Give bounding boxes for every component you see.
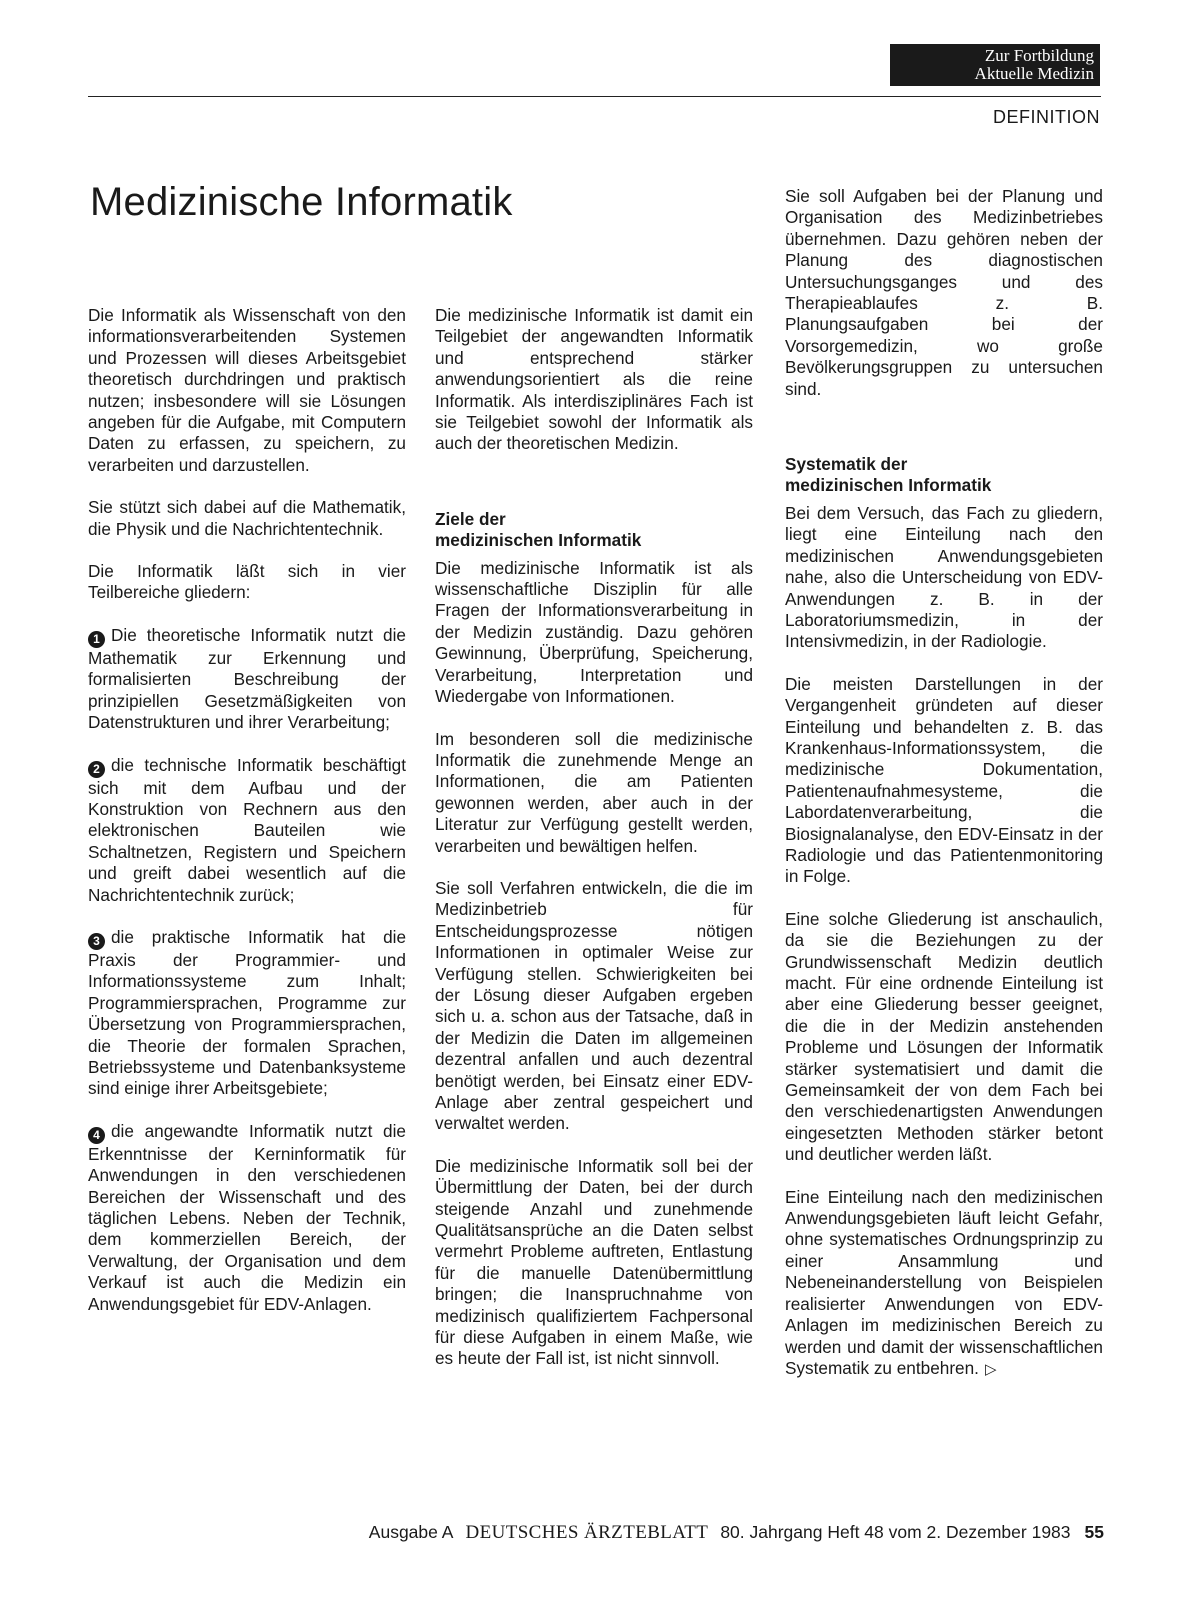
paragraph: Im besonderen soll die medizinische Informatik die zunehmende Menge an Informationen, die am Patienten gewonnen werden, aber auch in der Literatur zur Verfügung gestellt werden, verarbeiten und bewältigen helfen.: [435, 728, 753, 856]
paragraph: Die Informatik als Wissenschaft von den informationsverarbeitenden Systemen und Prozessen will dieses Arbeitsgebiet theoretisch durchdringen und praktisch nutzen; insbesondere will sie Lösungen angeben für die Aufgabe, mit Computern Daten zu erfassen, zu speichern, zu verarbeiten und darzustellen.: [88, 305, 406, 475]
number-1-icon: 1: [88, 631, 105, 648]
paragraph: Sie soll Aufgaben bei der Planung und Organisation des Medizinbetriebes übernehmen. Dazu gehören neben der Planung des diagnostischen Untersuchungsganges und des Therapieablaufes z. B. Planungsaufgaben bei der Vorsorgemedizin, wo große Bevölkerungsgruppen zu untersuchen sind.: [785, 186, 1103, 399]
column-2: [435, 305, 753, 1370]
number-2-icon: 2: [88, 761, 105, 778]
page-number: 55: [1084, 1522, 1104, 1542]
paragraph: Sie stützt sich dabei auf die Mathematik, die Physik und die Nachrichtentechnik.: [88, 497, 406, 539]
section-heading: [785, 454, 1103, 497]
section-heading-line2: medizinischen Informatik: [785, 475, 992, 496]
list-item-text: die angewandte Informatik nutzt die Erkenntnisse der Kerninformatik für Anwendungen in den verschiedenen Bereichen der Wissenschaft und des täglichen Lebens. Neben der Technik, dem kommerziellen Bereich, der Verwaltung, der Organisation und dem Verkauf ist auch die Medizin ein Anwendungsgebiet für EDV-Anlagen.: [88, 1120, 406, 1314]
list-item-text: die praktische Informatik hat die Praxis der Programmier- und Informationssysteme zum Inhalt; Programmiersprachen, Programme zur Übersetzung von Programmiersprachen, die Theorie der formalen Sprachen, Betriebssysteme und Datenbanksysteme sind einige ihrer Arbeitsgebiete;: [88, 926, 406, 1099]
paragraph: Die medizinische Informatik ist als wissenschaftliche Disziplin für alle Fragen der Informationsverarbeitung in der Medizin zuständig. Dazu gehören Gewinnung, Überprüfung, Speicherung, Verarbeitung, Interpretation und Wiedergabe von Informationen.: [435, 557, 753, 707]
section-heading: [435, 509, 753, 552]
list-item: [88, 927, 406, 1100]
section-heading-line1: Systematik der: [785, 454, 908, 475]
column-3: [785, 186, 1103, 1380]
column-1: [88, 305, 406, 1315]
section-heading-line1: Ziele der: [435, 508, 506, 529]
section-tag-line1: Zur Fortbildung: [984, 46, 1094, 65]
paragraph: Bei dem Versuch, das Fach zu gliedern, liegt eine Einteilung nach den medizinischen Anwendungsgebieten nahe, also die Unterscheidung von EDV-Anwendungen z. B. in der Laboratoriumsmedizin, in der Intensivmedizin, in der Radiologie.: [785, 502, 1103, 652]
number-3-icon: 3: [88, 933, 105, 950]
list-item-text: die technische Informatik beschäftigt sich mit dem Aufbau und der Konstruktion von Rechnern aus den elektronischen Bauteilen wie Schaltnetzen, Registern und Speichern und greift dabei wesentlich auf die Nachrichtentechnik zurück;: [88, 754, 406, 905]
page-footer: [0, 1522, 1104, 1544]
footer-journal: DEUTSCHES ÄRZTEBLATT: [465, 1522, 709, 1543]
section-tag-line2: Aktuelle Medizin: [974, 64, 1094, 83]
paragraph: Die medizinische Informatik soll bei der Übermittlung der Daten, bei der durch steigende Anzahl und zunehmende Qualitätsansprüche an die Daten selbst vermehrt Probleme auftreten, Entlastung für die manuelle Datenübermittlung bringen; die Inanspruchnahme von medizinisch qualifiziertem Fachpersonal für diese Aufgaben in einem Maße, wie es heute der Fall ist, ist nicht sinnvoll.: [435, 1155, 753, 1369]
list-item: [88, 755, 406, 906]
number-4-icon: 4: [88, 1127, 105, 1144]
paragraph-text: Eine Einteilung nach den medizinischen Anwendungsgebieten läuft leicht Gefahr, ohne systematisches Ordnungsprinzip zu einer Ansammlung und Nebeneinanderstellung von Beispielen realisierter Anwendungen von EDV-Anlagen im medizinischen Bereich zu werden und damit der wissenschaftlichen Systematik zu entbehren.: [785, 1186, 1103, 1378]
continue-arrow-icon: ▷: [984, 1360, 997, 1378]
section-tag: [890, 44, 1100, 86]
section-heading-line2: medizinischen Informatik: [435, 530, 642, 551]
paragraph: Die Informatik läßt sich in vier Teilbereiche gliedern:: [88, 561, 406, 603]
paragraph: Die meisten Darstellungen in der Vergangenheit gründeten auf dieser Einteilung und behandelten z. B. das Krankenhaus-Informationssystem, die medizinische Dokumentation, Patientenaufnahmesysteme, die Labordatenverarbeitung, die Biosignalanalyse, den EDV-Einsatz in der Radiologie und das Patientenmonitoring in Folge.: [785, 673, 1103, 887]
footer-edition: Ausgabe A: [368, 1522, 454, 1542]
paragraph: [785, 1187, 1103, 1381]
section-label: DEFINITION: [993, 107, 1100, 127]
list-item: [88, 625, 406, 734]
header-rule: [88, 96, 1101, 97]
paragraph: Sie soll Verfahren entwickeln, die die im Medizinbetrieb für Entscheidungsprozesse nötigen Informationen in optimaler Weise zur Verfügung stellen. Schwierigkeiten bei der Lösung dieser Aufgaben ergeben sich u. a. schon aus der Tatsache, daß in der Medizin die Daten im allgemeinen dezentral anfallen und auch dezentral benötigt werden, bei Einsatz einer EDV-Anlage aber zentral gespeichert und verwaltet werden.: [435, 877, 753, 1134]
article-title: Medizinische Informatik: [90, 180, 513, 224]
paragraph: Eine solche Gliederung ist anschaulich, da sie die Beziehungen zu der Grundwissenschaft Medizin deutlich macht. Für eine ordnende Einteilung ist aber eine Gliederung besser geeignet, die die in der Medizin anstehenden Probleme und Lösungen der Informatik stärker systematisiert und damit die Gemeinsamkeit der von dem Fach bei den verschiedenartigsten Anwendungen eingesetzten Methoden stärker betont und deutlicher werden läßt.: [785, 908, 1103, 1165]
list-item: [88, 1121, 406, 1315]
list-item-text: Die theoretische Informatik nutzt die Mathematik zur Erkennung und formalisierten Beschreibung der prinzipiellen Gesetzmäßigkeiten von Datenstrukturen und ihrer Verarbeitung;: [88, 624, 406, 733]
footer-issue: 80. Jahrgang Heft 48 vom 2. Dezember 1983: [720, 1522, 1071, 1542]
paragraph: Die medizinische Informatik ist damit ein Teilgebiet der angewandten Informatik und entsprechend stärker anwendungsorientiert als die reine Informatik. Als interdisziplinäres Fach ist sie Teilgebiet sowohl der Informatik als auch der theoretischen Medizin.: [435, 305, 753, 454]
